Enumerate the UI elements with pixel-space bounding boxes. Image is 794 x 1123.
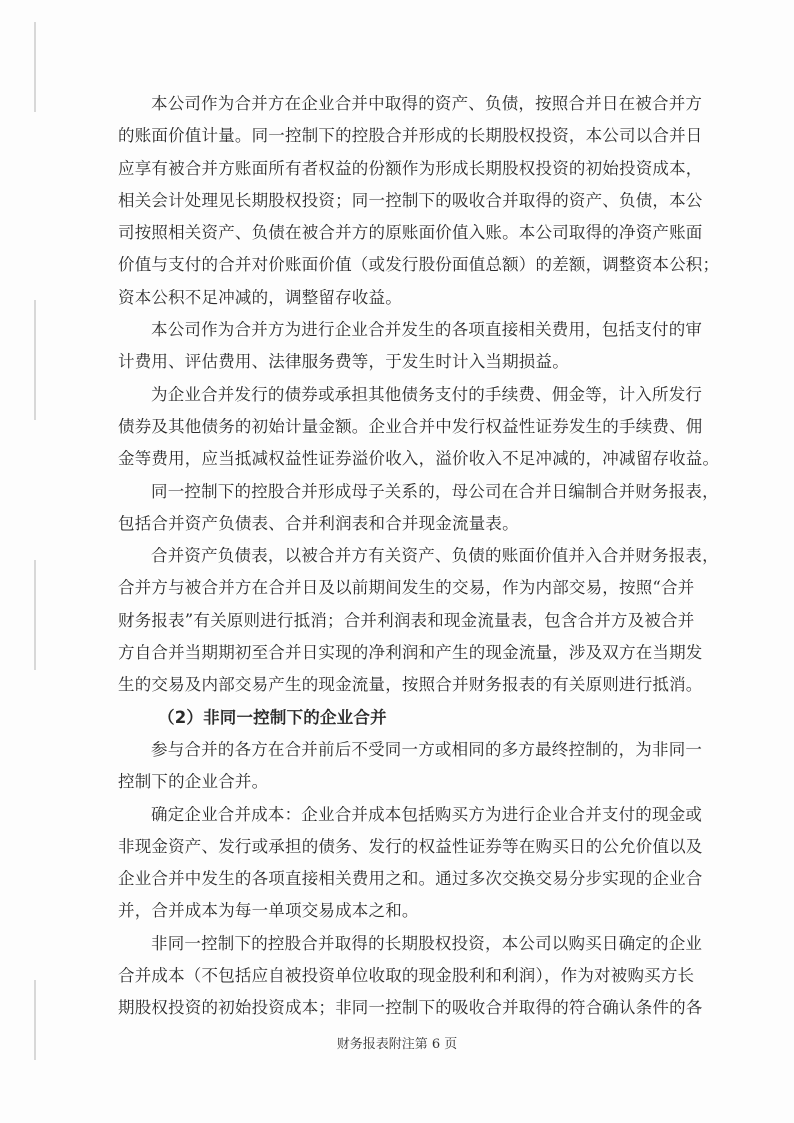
- text-line: 司按照相关资产、负债在被合并方的原账面价值入账。本公司取得的净资产账面: [118, 223, 703, 243]
- body-text: [118, 88, 720, 1025]
- text-line: 生的交易及内部交易产生的现金流量，按照合并财务报表的有关原则进行抵消。: [118, 675, 703, 695]
- text-line: 价值与支付的合并对价账面价值（或发行股份面值总额）的差额，调整资本公积；: [118, 255, 720, 275]
- text-line: 参与合并的各方在合并前后不受同一方或相同的多方最终控制的，为非同一: [151, 739, 703, 759]
- text-line: 本公司作为合并方在企业合并中取得的资产、负债，按照合并日在被合并方: [151, 94, 703, 113]
- text-line: 同一控制下的控股合并形成母子关系的，母公司在合并日编制合并财务报表，: [151, 481, 719, 501]
- text-line: 相关会计处理见长期股权投资；同一控制下的吸收合并取得的资产、负债，本公: [118, 190, 703, 210]
- binding-edge-mark: [34, 560, 36, 670]
- text-line: 包括合并资产负债表、合并利润表和合并现金流量表。: [118, 513, 519, 533]
- text-line: 合并成本（不包括应自被投资单位收取的现金股利和利润），作为对被购买方长: [118, 966, 695, 986]
- text-line: 合并资产负债表，以被合并方有关资产、负债的账面价值并入合并财务报表，: [151, 546, 719, 566]
- binding-edge-mark: [34, 300, 36, 420]
- text-line: 资本公积不足冲减的，调整留存收益。: [118, 287, 402, 307]
- text-line: 本公司作为合并方为进行企业合并发生的各项直接相关费用，包括支付的审: [151, 320, 703, 340]
- text-line: 的账面价值计量。同一控制下的控股合并形成的长期股权投资，本公司以合并日: [118, 126, 703, 146]
- text-line: 应享有被合并方账面所有者权益的份额作为形成长期股权投资的初始投资成本，: [118, 158, 703, 178]
- paragraph: [118, 540, 719, 701]
- text-line: 控制下的企业合并。: [118, 772, 269, 792]
- text-line: 财务报表”有关原则进行抵消；合并利润表和现金流量表，包含合并方及被合并: [118, 610, 695, 630]
- paragraph: [118, 799, 703, 928]
- text-line: 确定企业合并成本：企业合并成本包括购买方为进行企业合并支付的现金或: [151, 804, 703, 824]
- paragraph: [118, 314, 703, 379]
- text-line: 期股权投资的初始投资成本；非同一控制下的吸收合并取得的符合确认条件的各: [118, 998, 703, 1018]
- paragraph: [118, 88, 720, 314]
- text-line: 并，合并成本为每一单项交易成本之和。: [118, 901, 419, 921]
- paragraph: [118, 379, 720, 476]
- text-line: 计费用、评估费用、法律服务费等，于发生时计入当期损益。: [118, 352, 569, 372]
- text-line: 非同一控制下的控股合并取得的长期股权投资，本公司以购买日确定的企业: [151, 933, 703, 953]
- page-footer: 财务报表附注第 6 页: [336, 1037, 458, 1052]
- text-line: 合并方与被合并方在合并日及以前期间发生的交易，作为内部交易，按照“合并: [118, 578, 695, 598]
- section-heading: （2）非同一控制下的企业合并: [158, 707, 387, 727]
- text-line: 企业合并中发生的各项直接相关费用之和。通过多次交换交易分步实现的企业合: [118, 869, 703, 889]
- paragraph: [118, 734, 703, 799]
- text-line: 非现金资产、发行或承担的债务、发行的权益性证券等在购买日的公允价值以及: [118, 836, 703, 856]
- text-line: 债券及其他债务的初始计量金额。企业合并中发行权益性证券发生的手续费、佣: [118, 416, 703, 436]
- text-line: 为企业合并发行的债券或承担其他债务支付的手续费、佣金等，计入所发行: [151, 384, 703, 404]
- text-line: 金等费用，应当抵减权益性证券溢价收入，溢价收入不足冲减的，冲减留存收益。: [118, 449, 720, 469]
- paragraph: [118, 928, 703, 1025]
- binding-edge-mark: [34, 22, 36, 112]
- text-line: 方自合并当期期初至合并日实现的净利润和产生的现金流量，涉及双方在当期发: [118, 643, 703, 663]
- paragraph: [118, 476, 719, 541]
